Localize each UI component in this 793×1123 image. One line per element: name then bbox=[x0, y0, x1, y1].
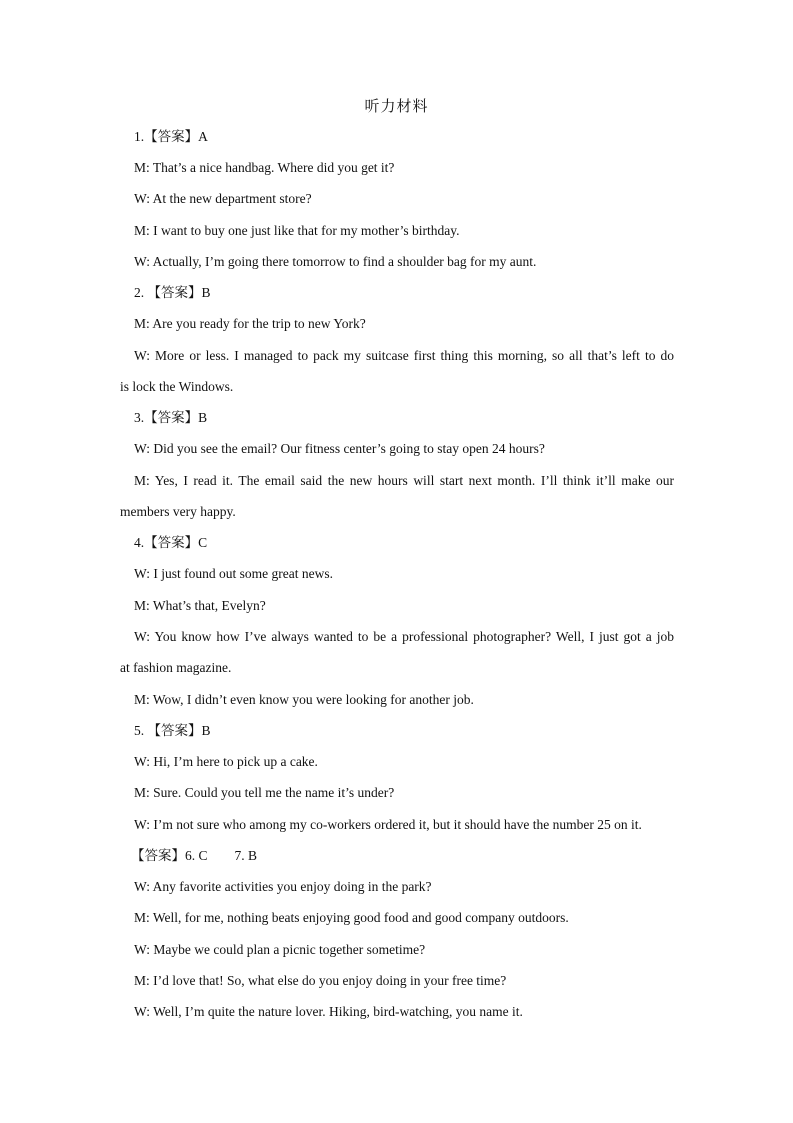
answer-6-7-heading: 【答案】6. C 7. B bbox=[131, 848, 258, 863]
dialogue-line: M: What’s that, Evelyn? bbox=[134, 598, 266, 613]
dialogue-line-continued: at fashion magazine. bbox=[120, 660, 232, 675]
dialogue-line-continued: is lock the Windows. bbox=[120, 379, 234, 394]
dialogue-line: W: Well, I’m quite the nature lover. Hiking, bird-watching, you name it. bbox=[134, 1004, 523, 1019]
answer-3-heading: 3.【答案】B bbox=[134, 410, 208, 425]
dialogue-line: W: More or less. I managed to pack my suitcase first thing this morning, so all that’s left to do bbox=[134, 348, 674, 363]
answer-2-heading: 2. 【答案】B bbox=[134, 285, 211, 300]
answer-4-heading: 4.【答案】C bbox=[134, 535, 208, 550]
answer-1-heading: 1.【答案】A bbox=[134, 129, 208, 144]
dialogue-line: W: Any favorite activities you enjoy doing in the park? bbox=[134, 879, 432, 894]
dialogue-line: W: Did you see the email? Our fitness center’s going to stay open 24 hours? bbox=[134, 441, 545, 456]
dialogue-line: M: I’d love that! So, what else do you enjoy doing in your free time? bbox=[134, 973, 507, 988]
dialogue-line: M: That’s a nice handbag. Where did you get it? bbox=[134, 160, 395, 175]
dialogue-line: M: Are you ready for the trip to new York? bbox=[134, 316, 366, 331]
dialogue-line: W: I just found out some great news. bbox=[134, 566, 333, 581]
dialogue-line: W: At the new department store? bbox=[134, 191, 312, 206]
dialogue-line: M: Wow, I didn’t even know you were looking for another job. bbox=[134, 692, 474, 707]
dialogue-line: M: Yes, I read it. The email said the new hours will start next month. I’ll think it’ll make our bbox=[134, 473, 674, 488]
dialogue-line: W: Maybe we could plan a picnic together sometime? bbox=[134, 942, 426, 957]
dialogue-line-continued: members very happy. bbox=[120, 504, 236, 519]
dialogue-line: W: Actually, I’m going there tomorrow to find a shoulder bag for my aunt. bbox=[134, 254, 537, 269]
dialogue-line: M: I want to buy one just like that for my mother’s birthday. bbox=[134, 223, 460, 238]
dialogue-line: W: You know how I’ve always wanted to be a professional photographer? Well, I just got a job bbox=[134, 629, 674, 644]
dialogue-line: M: Well, for me, nothing beats enjoying good food and good company outdoors. bbox=[134, 910, 569, 925]
answer-5-heading: 5. 【答案】B bbox=[134, 723, 211, 738]
page-title: 听力材料 bbox=[364, 99, 429, 115]
dialogue-line: W: Hi, I’m here to pick up a cake. bbox=[134, 754, 318, 769]
dialogue-line: W: I’m not sure who among my co-workers ordered it, but it should have the number 25 on it. bbox=[134, 817, 642, 832]
dialogue-line: M: Sure. Could you tell me the name it’s under? bbox=[134, 785, 395, 800]
